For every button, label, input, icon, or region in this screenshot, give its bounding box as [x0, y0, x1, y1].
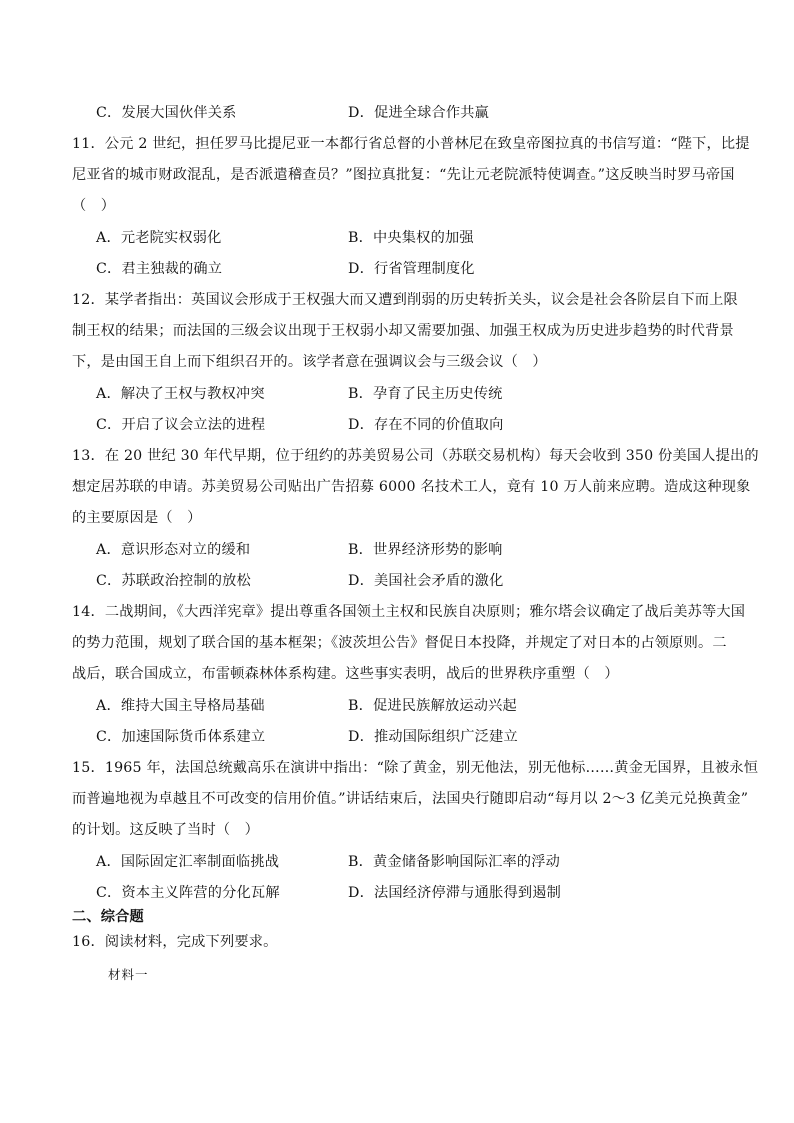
q16-material-label: 材料一 [108, 967, 149, 982]
q11-option-c: C．君主独裁的确立 [96, 261, 223, 277]
q12-stem-line-2: 制王权的结果；而法国的三级会议出现于王权弱小却又需要加强、加强王权成为历史进步趋势的时代背景 [72, 323, 734, 339]
section-title: 二、综合题 [72, 909, 144, 925]
q13-option-a: A．意识形态对立的缓和 [96, 542, 251, 558]
q14-option-b: B．促进民族解放运动兴起 [348, 698, 517, 714]
q11-stem-line-2: 尼亚省的城市财政混乱，是否派遣稽查员？”图拉真批复：“先让元老院派特使调查。”这反映当时罗马帝国 [72, 167, 735, 183]
q15-option-d: D．法国经济停滞与通胀得到遏制 [348, 885, 562, 901]
q10-option-c: C．发展大国伙伴关系 [96, 105, 237, 121]
q14-stem-line-2: 的势力范围，规划了联合国的基本框架；《波茨坦公告》督促日本投降，并规定了对日本的占领原则。二 [72, 635, 727, 651]
q15-option-a: A．国际固定汇率制面临挑战 [96, 854, 280, 870]
q11-stem-line-3: （ ） [72, 198, 116, 214]
q13-option-c: C．苏联政治控制的放松 [96, 573, 251, 589]
q15-option-c: C．资本主义阵营的分化瓦解 [96, 885, 280, 901]
q13-stem-line-3: 的主要原因是（ ） [72, 510, 202, 526]
q10-option-d: D．促进全球合作共赢 [348, 105, 490, 121]
q14-option-a: A．维持大国主导格局基础 [96, 698, 265, 714]
q16-stem: 16．阅读材料，完成下列要求。 [72, 934, 278, 950]
q13-stem-line-1: 13．在 20 世纪 30 年代早期，位于纽约的苏美贸易公司（苏联交易机构）每天会收到 350 份美国人提出的 [72, 448, 759, 464]
q11-option-d: D．行省管理制度化 [348, 261, 475, 277]
q12-stem-line-1: 12．某学者指出：英国议会形成于王权强大而又遭到削弱的历史转折关头，议会是社会各阶层自下而上限 [72, 292, 738, 308]
q14-stem-line-1: 14．二战期间，《大西洋宪章》提出尊重各国领土主权和民族自决原则；雅尔塔会议确定了战后美苏等大国 [72, 604, 746, 620]
q12-option-c: C．开启了议会立法的进程 [96, 417, 266, 433]
q12-option-a: A．解决了王权与教权冲突 [96, 386, 265, 402]
q15-stem-line-3: 的计划。这反映了当时（ ） [72, 822, 260, 838]
q13-option-d: D．美国社会矛盾的激化 [348, 573, 504, 589]
q15-stem-line-2: 而普遍地视为卓越且不可改变的信用价值。”讲话结束后，法国央行随即启动“每月以 2～3 亿美元兑换黄金” [72, 791, 749, 807]
q11-option-a: A．元老院实权弱化 [96, 230, 222, 246]
q13-option-b: B．世界经济形势的影响 [348, 542, 503, 558]
q11-option-b: B．中央集权的加强 [348, 230, 474, 246]
q15-option-b: B．黄金储备影响国际汇率的浮动 [348, 854, 561, 870]
q12-option-b: B．孕育了民主历史传统 [348, 386, 503, 402]
q14-option-c: C．加速国际货币体系建立 [96, 729, 266, 745]
q14-option-d: D．推动国际组织广泛建立 [348, 729, 518, 745]
q12-stem-line-3: 下，是由国王自上而下组织召开的。该学者意在强调议会与三级会议（ ） [72, 354, 547, 370]
q13-stem-line-2: 想定居苏联的申请。苏美贸易公司贴出广告招募 6000 名技术工人，竟有 10 万人前来应聘。造成这种现象 [72, 479, 751, 495]
q11-stem-line-1: 11．公元 2 世纪，担任罗马比提尼亚一本都行省总督的小普林尼在致皇帝图拉真的书信写道：“陛下，比提 [72, 136, 750, 152]
q12-option-d: D．存在不同的价值取向 [348, 417, 504, 433]
q15-stem-line-1: 15．1965 年，法国总统戴高乐在演讲中指出：“除了黄金，别无他法，别无他标……黄金无国界，且被永恒 [72, 760, 759, 776]
q14-stem-line-3: 战后，联合国成立，布雷顿森林体系构建。这些事实表明，战后的世界秩序重塑（ ） [72, 666, 619, 682]
